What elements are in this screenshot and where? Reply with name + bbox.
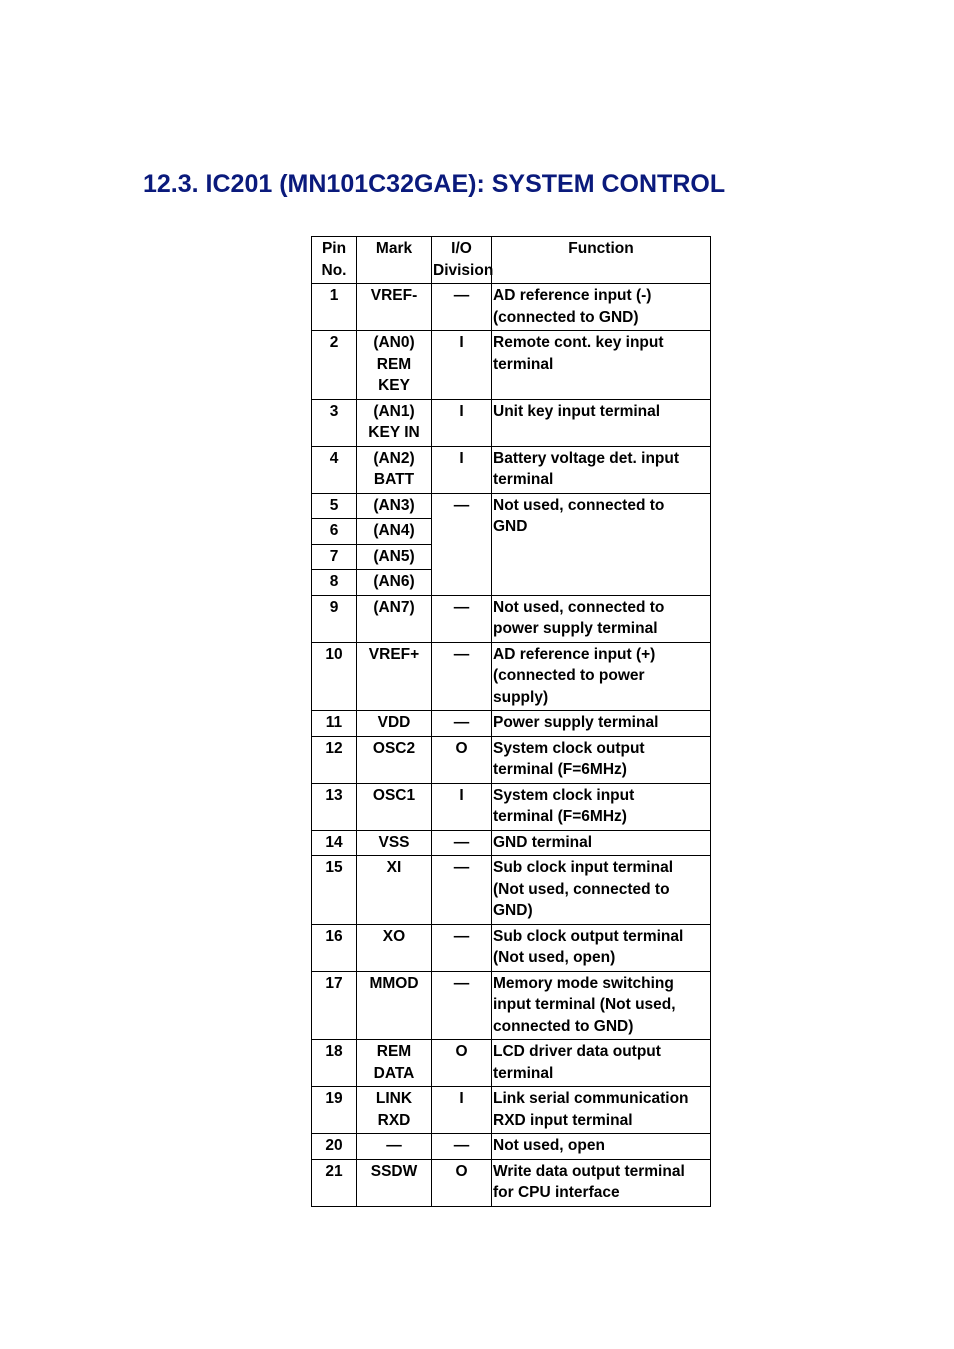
pin-cell: 8 bbox=[312, 570, 357, 596]
function-cell: Not used, open bbox=[492, 1134, 711, 1160]
pin-function-table bbox=[311, 236, 711, 1207]
page-heading: 12.3. IC201 (MN101C32GAE): SYSTEM CONTROL bbox=[143, 170, 726, 198]
table-row bbox=[312, 856, 711, 925]
pin-cell: 18 bbox=[312, 1040, 357, 1087]
mark-cell: XO bbox=[357, 924, 432, 971]
mark-cell: (AN5) bbox=[357, 544, 432, 570]
table-row bbox=[312, 1087, 711, 1134]
table-row bbox=[312, 783, 711, 830]
mark-cell: VREF- bbox=[357, 284, 432, 331]
pin-cell: 10 bbox=[312, 642, 357, 711]
mark-cell: LINK RXD bbox=[357, 1087, 432, 1134]
mark-cell: (AN4) bbox=[357, 519, 432, 545]
mark-cell: (AN2) BATT bbox=[357, 446, 432, 493]
table-row bbox=[312, 284, 711, 331]
header-io-division: I/O Division bbox=[432, 237, 492, 284]
io-cell: — bbox=[432, 924, 492, 971]
table-row bbox=[312, 331, 711, 400]
function-cell: Link serial communication RXD input terminal bbox=[492, 1087, 711, 1134]
io-cell: I bbox=[432, 446, 492, 493]
function-cell: Unit key input terminal bbox=[492, 399, 711, 446]
io-cell: I bbox=[432, 331, 492, 400]
io-cell: — bbox=[432, 830, 492, 856]
function-cell: Power supply terminal bbox=[492, 711, 711, 737]
io-cell: O bbox=[432, 736, 492, 783]
io-cell: — bbox=[432, 971, 492, 1040]
mark-cell: XI bbox=[357, 856, 432, 925]
mark-cell: SSDW bbox=[357, 1159, 432, 1206]
pin-cell: 20 bbox=[312, 1134, 357, 1160]
mark-cell: MMOD bbox=[357, 971, 432, 1040]
io-cell: — bbox=[432, 642, 492, 711]
function-cell: AD reference input (+) (connected to power supply) bbox=[492, 642, 711, 711]
function-cell: Not used, connected to GND bbox=[492, 493, 711, 595]
io-cell: — bbox=[432, 284, 492, 331]
header-function: Function bbox=[492, 237, 711, 284]
header-mark: Mark bbox=[357, 237, 432, 284]
io-cell: — bbox=[432, 493, 492, 595]
pin-cell: 5 bbox=[312, 493, 357, 519]
function-cell: Sub clock input terminal (Not used, connected to GND) bbox=[492, 856, 711, 925]
function-cell: Not used, connected to power supply terminal bbox=[492, 595, 711, 642]
mark-cell: — bbox=[357, 1134, 432, 1160]
pin-cell: 11 bbox=[312, 711, 357, 737]
header-pin-no: Pin No. bbox=[312, 237, 357, 284]
pin-cell: 7 bbox=[312, 544, 357, 570]
mark-cell: REM DATA bbox=[357, 1040, 432, 1087]
io-cell: O bbox=[432, 1159, 492, 1206]
table-row bbox=[312, 1040, 711, 1087]
table-row bbox=[312, 1134, 711, 1160]
function-cell: Memory mode switching input terminal (Not used, connected to GND) bbox=[492, 971, 711, 1040]
table-row bbox=[312, 595, 711, 642]
table-header-row bbox=[312, 237, 711, 284]
mark-cell: (AN3) bbox=[357, 493, 432, 519]
mark-cell: OSC1 bbox=[357, 783, 432, 830]
io-cell: I bbox=[432, 399, 492, 446]
pin-cell: 3 bbox=[312, 399, 357, 446]
pin-cell: 13 bbox=[312, 783, 357, 830]
table-row bbox=[312, 1159, 711, 1206]
pin-cell: 14 bbox=[312, 830, 357, 856]
table-row bbox=[312, 924, 711, 971]
table-row bbox=[312, 830, 711, 856]
table-row bbox=[312, 446, 711, 493]
pin-cell: 16 bbox=[312, 924, 357, 971]
pin-cell: 4 bbox=[312, 446, 357, 493]
function-cell: System clock input terminal (F=6MHz) bbox=[492, 783, 711, 830]
function-cell: Write data output terminal for CPU interface bbox=[492, 1159, 711, 1206]
io-cell: O bbox=[432, 1040, 492, 1087]
pin-cell: 15 bbox=[312, 856, 357, 925]
io-cell: — bbox=[432, 595, 492, 642]
table-row bbox=[312, 642, 711, 711]
table-row bbox=[312, 711, 711, 737]
pin-cell: 2 bbox=[312, 331, 357, 400]
pin-cell: 6 bbox=[312, 519, 357, 545]
function-cell: GND terminal bbox=[492, 830, 711, 856]
pin-cell: 19 bbox=[312, 1087, 357, 1134]
pin-cell: 17 bbox=[312, 971, 357, 1040]
mark-cell: OSC2 bbox=[357, 736, 432, 783]
mark-cell: (AN6) bbox=[357, 570, 432, 596]
table-row bbox=[312, 736, 711, 783]
mark-cell: (AN1) KEY IN bbox=[357, 399, 432, 446]
pin-cell: 9 bbox=[312, 595, 357, 642]
function-cell: AD reference input (-) (connected to GND) bbox=[492, 284, 711, 331]
function-cell: System clock output terminal (F=6MHz) bbox=[492, 736, 711, 783]
mark-cell: VSS bbox=[357, 830, 432, 856]
pin-cell: 1 bbox=[312, 284, 357, 331]
mark-cell: VDD bbox=[357, 711, 432, 737]
function-cell: Battery voltage det. input terminal bbox=[492, 446, 711, 493]
mark-cell: (AN0) REM KEY bbox=[357, 331, 432, 400]
pin-cell: 12 bbox=[312, 736, 357, 783]
function-cell: LCD driver data output terminal bbox=[492, 1040, 711, 1087]
table-row bbox=[312, 971, 711, 1040]
table-row bbox=[312, 399, 711, 446]
function-cell: Remote cont. key input terminal bbox=[492, 331, 711, 400]
function-cell: Sub clock output terminal (Not used, open) bbox=[492, 924, 711, 971]
mark-cell: VREF+ bbox=[357, 642, 432, 711]
io-cell: — bbox=[432, 1134, 492, 1160]
mark-cell: (AN7) bbox=[357, 595, 432, 642]
io-cell: — bbox=[432, 856, 492, 925]
io-cell: I bbox=[432, 783, 492, 830]
pin-cell: 21 bbox=[312, 1159, 357, 1206]
io-cell: I bbox=[432, 1087, 492, 1134]
io-cell: — bbox=[432, 711, 492, 737]
table-row bbox=[312, 493, 711, 519]
